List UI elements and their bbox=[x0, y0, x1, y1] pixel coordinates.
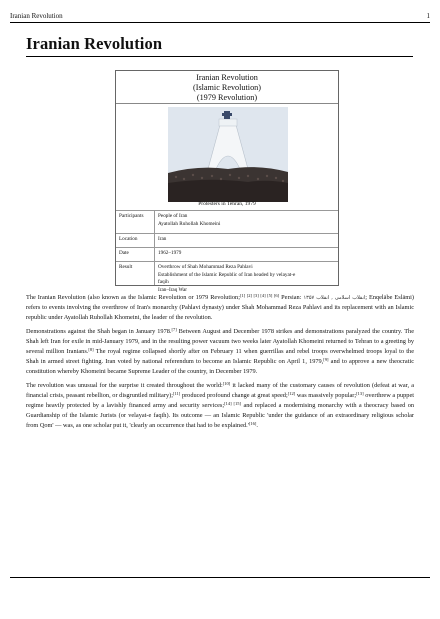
title-rule bbox=[26, 56, 413, 57]
citation-link[interactable]: [8] bbox=[88, 347, 94, 353]
infobox-value bbox=[158, 236, 335, 244]
citation-link[interactable]: [16] bbox=[248, 421, 257, 427]
infobox-heading bbox=[116, 71, 338, 104]
text-run: Demonstrations against the Shah began in January 1978. bbox=[26, 327, 172, 335]
citation-link[interactable]: [1] [2] [3] [4] [5] [6] bbox=[239, 293, 280, 298]
text-run: overthrew a puppet regime heavily protected by a lavishly financed army and security services; bbox=[26, 391, 414, 410]
infobox-value-line: Iran–Iraq War bbox=[158, 287, 188, 294]
text-run: produced profound change at great speed; bbox=[180, 391, 288, 399]
header-rule bbox=[10, 22, 430, 23]
infobox-value-line: 1962–1979 bbox=[158, 250, 182, 256]
text-run: it lacked many of the customary causes of revolution (defeat at war, a financial crisis, peasant rebellion, or disgruntled military); bbox=[26, 381, 414, 399]
page-title: Iranian Revolution bbox=[26, 34, 163, 53]
text-run: and replaced a modernising monarchy with a theocracy based on Guardianship of the Islamic Jurists (or velayat-e faqih). Its outcome — an Islamic Republic 'under the guidance of an extraordinary religious scholar from Qom' — was, as one scholar put it, 'clearly an occurrence that had to be explained.' bbox=[26, 402, 414, 430]
paragraph-demonstrations bbox=[26, 327, 414, 378]
infobox-value-line: Ayatollah Ruhollah Khomeini bbox=[158, 220, 221, 227]
citation-link[interactable]: [12] bbox=[287, 390, 296, 396]
infobox-label: Location bbox=[119, 236, 138, 242]
infobox-heading-line: Iranian Revolution bbox=[196, 73, 258, 82]
infobox-heading-line: (1979 Revolution) bbox=[196, 93, 258, 102]
infobox-label: Date bbox=[119, 250, 129, 256]
text-run: was massively popular; bbox=[295, 391, 357, 399]
infobox-label: Participants bbox=[119, 213, 144, 219]
infobox-value bbox=[158, 264, 335, 295]
citation-link[interactable]: [10] bbox=[222, 380, 231, 386]
infobox-value-line: faqih bbox=[158, 279, 169, 286]
citation-link[interactable]: [11] bbox=[172, 390, 181, 396]
text-run: Persian: bbox=[279, 294, 302, 301]
text-run: ; Enqelābe Eslāmi) refers to events involving the overthrow of Iran's monarchy (Pahlavi dynasty) under Shah Mohammad Reza Pahlavi and its replacement with an Islamic republic under Ayatollah Ruhollah Khomeini, the leader of the revolution. bbox=[26, 294, 414, 322]
citation-link[interactable]: [7] bbox=[171, 326, 177, 332]
page-number: 1 bbox=[426, 12, 430, 20]
citation-link[interactable]: [13] bbox=[356, 390, 364, 396]
infobox-value-line: Establishment of the Islamic Republic of Iran headed by velayat-e bbox=[158, 271, 296, 278]
infobox-row-participants bbox=[116, 210, 338, 233]
citation-link[interactable]: [14] [15] bbox=[224, 401, 242, 407]
infobox bbox=[115, 70, 339, 294]
protest-photo bbox=[168, 107, 288, 202]
text-run: . bbox=[256, 422, 258, 430]
infobox-row-location bbox=[116, 233, 338, 247]
infobox-value-line: Iran bbox=[158, 236, 167, 242]
infobox-row-result bbox=[116, 261, 338, 294]
infobox-row-date bbox=[116, 247, 338, 261]
paragraph-unusual bbox=[26, 381, 414, 432]
running-header-title: Iranian Revolution bbox=[10, 12, 63, 20]
infobox-value-line: Overthrow of Shah Mohammad Reza Pahlavi bbox=[158, 264, 253, 270]
infobox-table bbox=[116, 210, 338, 294]
infobox-label: Result bbox=[119, 264, 133, 270]
text-run: The revolution was unusual for the surprise it created throughout the world: bbox=[26, 381, 223, 389]
infobox-image-caption: Protesters in Tehran, 1979 bbox=[198, 201, 256, 207]
text-run: The Iranian Revolution (also known as the Islamic Revolution or 1979 Revolution; bbox=[26, 294, 240, 301]
footer-rule bbox=[10, 577, 430, 578]
persian-name: انقلاب اسلامی , انقلاب ۱۳۵۷ bbox=[303, 295, 366, 301]
infobox-value-line: People of Iran bbox=[158, 213, 188, 219]
citation-link[interactable]: [9] bbox=[323, 357, 329, 363]
paragraph-intro bbox=[26, 293, 414, 324]
article-body bbox=[26, 293, 414, 435]
infobox-value bbox=[158, 250, 335, 258]
text-run: and to approve a new theocratic constitution whereby Khomeini became Supreme Leader of the country, in December 1979. bbox=[26, 358, 414, 376]
running-header bbox=[10, 12, 430, 22]
infobox-heading-line: (Islamic Revolution) bbox=[193, 83, 261, 92]
azadi-tower-image bbox=[168, 107, 288, 202]
text-run: The royal regime collapsed shortly after on February 11 when guerrillas and rebel troops overwhelmed troops loyal to the Shah in armed street fighting. Iran voted by national referendum to become an Islamic Republic on April 1, 1979, bbox=[26, 348, 414, 366]
infobox-value bbox=[158, 213, 335, 228]
text-run: Between August and December 1978 strikes and demonstrations paralyzed the country. The Shah left Iran for exile in mid-January 1979, and in the resulting power vacuum two weeks later Ayatollah Khomeini returned to Tehran to a greeting by several million Iranians. bbox=[26, 327, 414, 356]
